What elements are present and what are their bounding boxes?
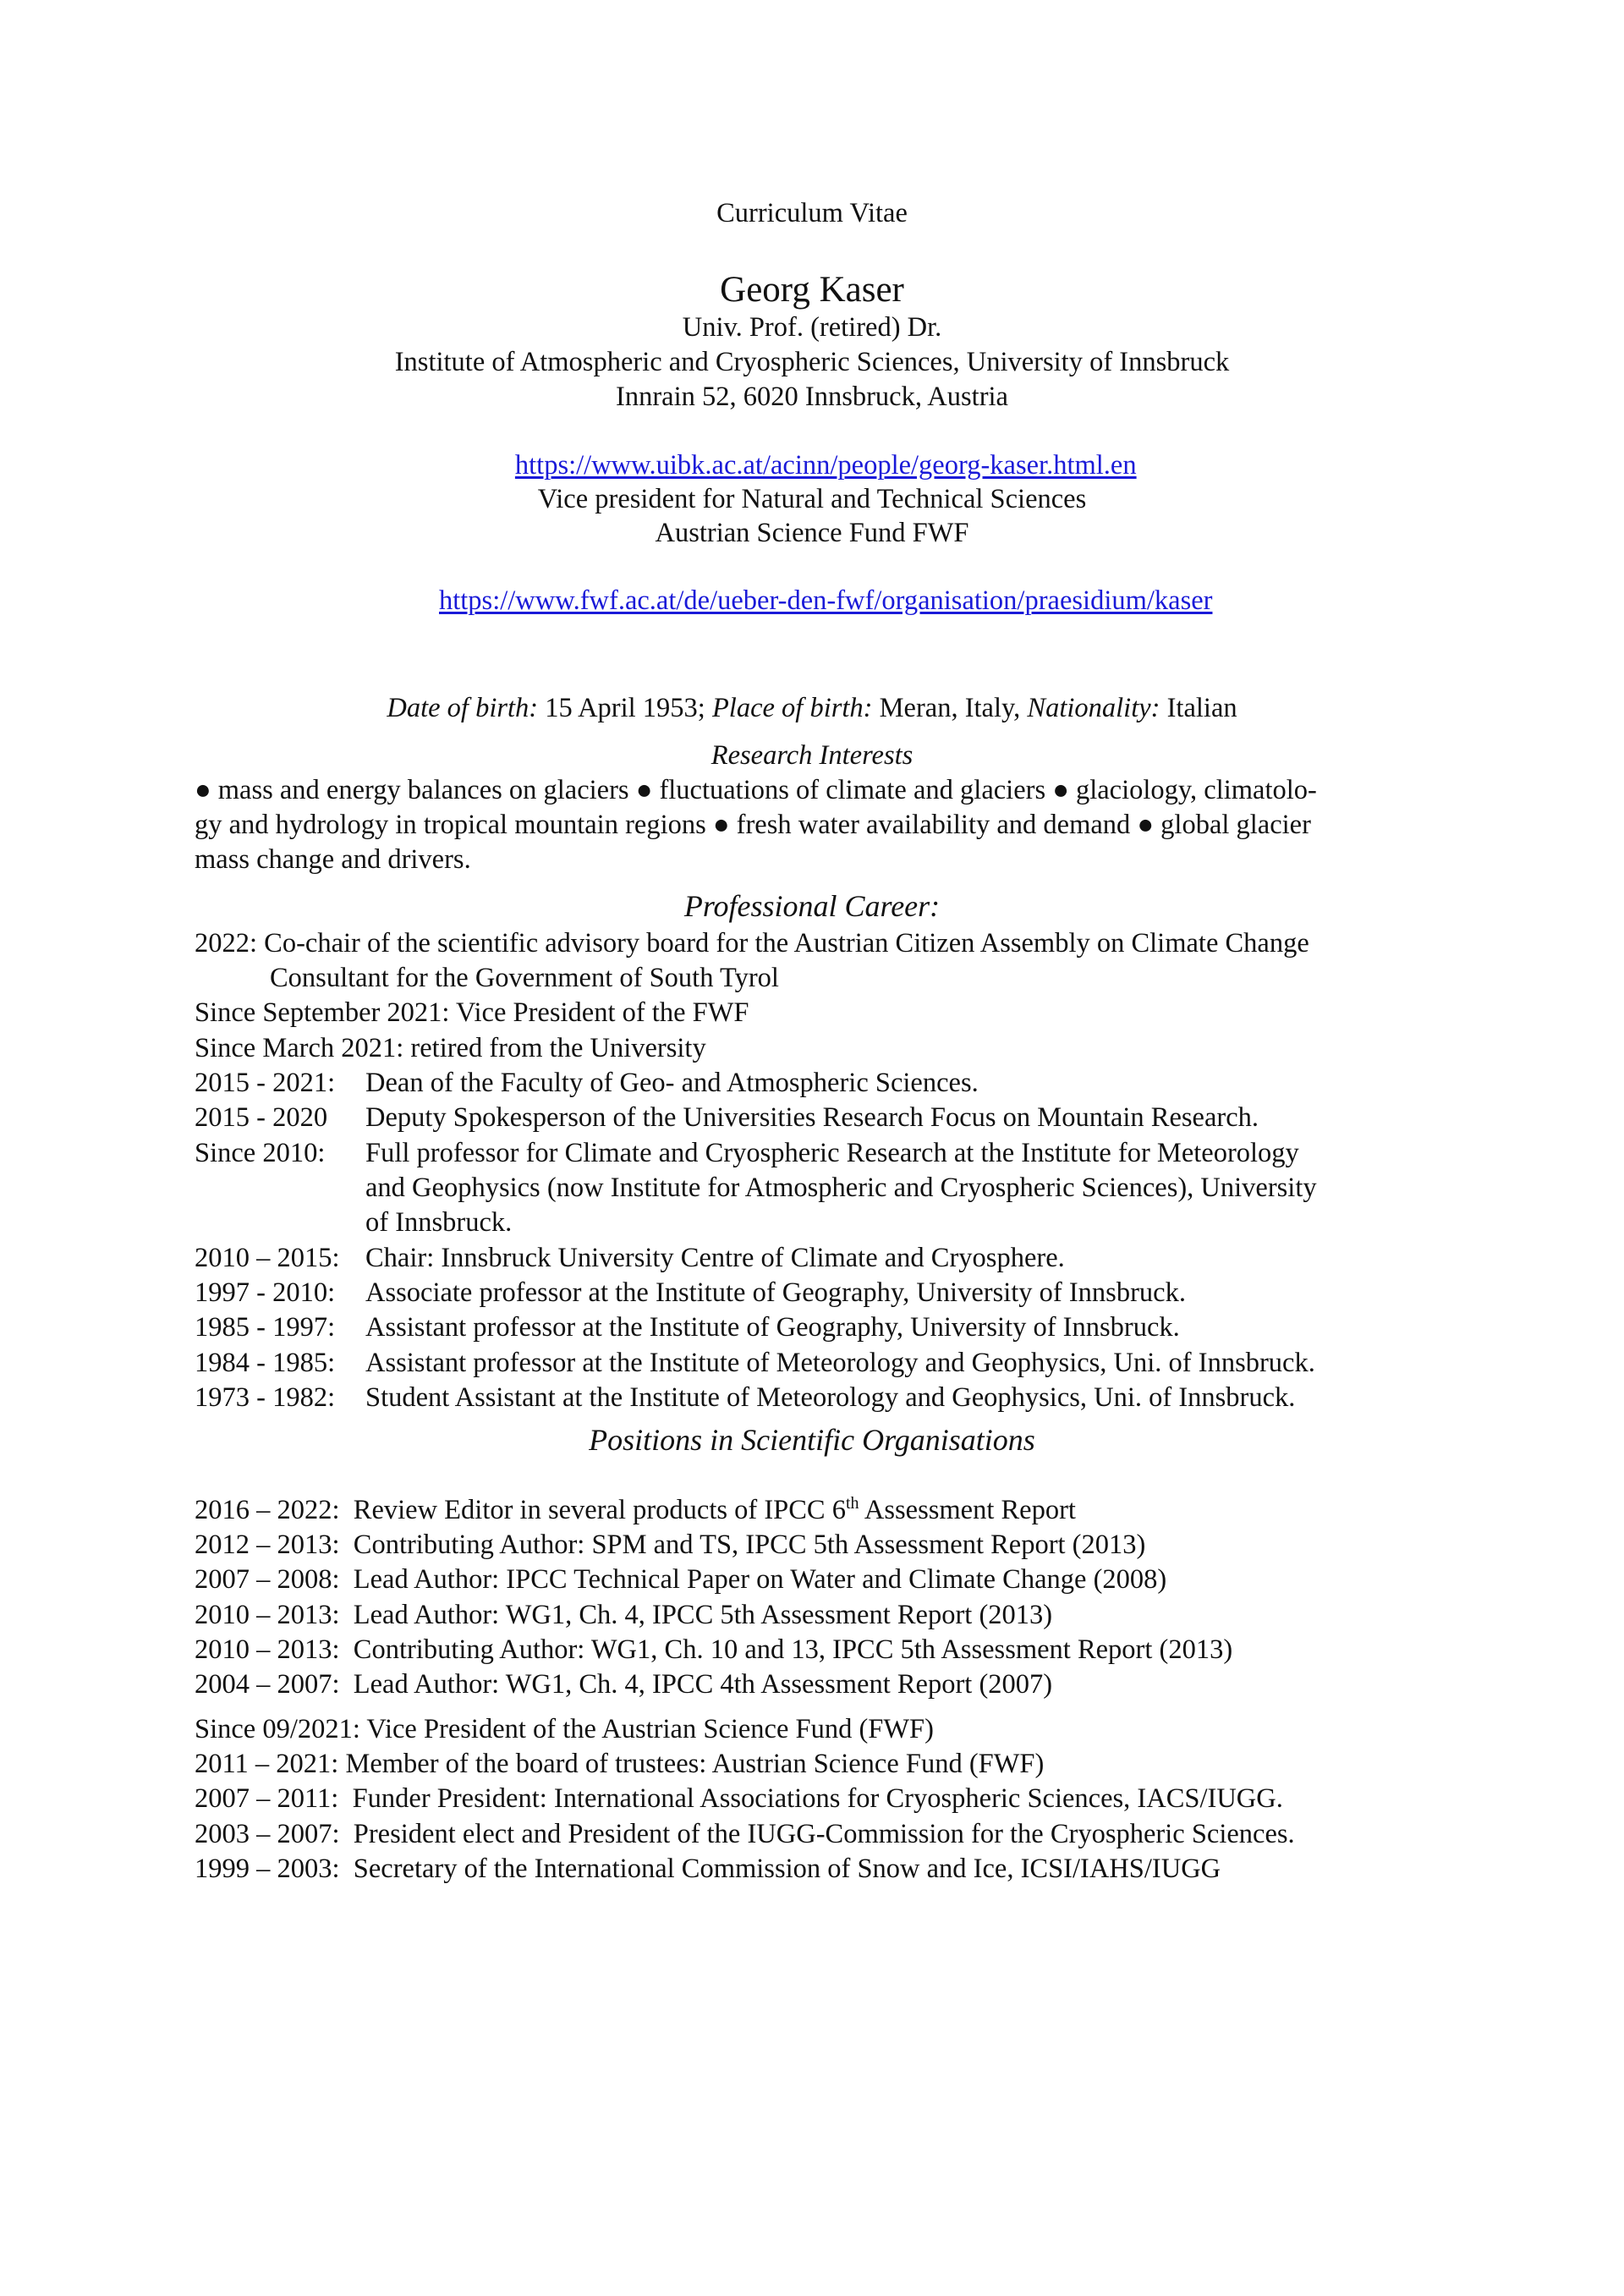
research-interests-line: mass change and drivers. <box>195 844 471 875</box>
ipcc-entry: 2010 – 2013: Lead Author: WG1, Ch. 4, IPCC 5th Assessment Report (2013) <box>195 1600 1053 1630</box>
career-entry <box>195 1241 1463 1275</box>
career-entry: 2022: Co-chair of the scientific advisory board for the Austrian Citizen Assembly on Climate Change <box>195 928 1309 958</box>
ipcc-entry: 2012 – 2013: Contributing Author: SPM and TS, IPCC 5th Assessment Report (2013) <box>195 1530 1146 1560</box>
fwf-profile-link[interactable]: https://www.fwf.ac.at/de/ueber-den-fwf/organisation/praesidium/kaser <box>439 585 1213 616</box>
career-entry <box>195 1381 1463 1414</box>
address-line: Innrain 52, 6020 Innsbruck, Austria <box>616 382 1008 412</box>
career-entry <box>195 1346 1463 1380</box>
organisation-entry: 2011 – 2021: Member of the board of trustees: Austrian Science Fund (FWF) <box>195 1749 1045 1779</box>
ipcc-entry <box>195 1493 1076 1527</box>
career-date: 1985 - 1997: <box>195 1312 336 1343</box>
career-description: Dean of the Faculty of Geo- and Atmospheric Sciences. <box>365 1068 979 1098</box>
research-interests-line: gy and hydrology in tropical mountain regions ● fresh water availability and demand ● global glacier <box>195 810 1311 840</box>
career-entry: Since September 2021: Vice President of the FWF <box>195 997 749 1028</box>
person-name: Georg Kaser <box>720 270 904 310</box>
career-date: 1997 - 2010: <box>195 1277 336 1308</box>
personal-details <box>0 691 1624 725</box>
ipcc-entry-text: Assessment Report <box>859 1495 1076 1525</box>
pob-value: Meran, Italy, <box>872 693 1028 723</box>
dob-label: Date of birth: <box>387 693 539 723</box>
fwf-role-line: Vice president for Natural and Technical Sciences <box>537 484 1087 514</box>
career-description: Assistant professor at the Institute of Geography, University of Innsbruck. <box>365 1312 1180 1343</box>
pob-label: Place of birth: <box>711 693 873 723</box>
career-date: 1973 - 1982: <box>195 1382 336 1413</box>
nationality-value: Italian <box>1160 693 1237 723</box>
career-date: 1984 - 1985: <box>195 1348 336 1378</box>
career-entry <box>195 1276 1463 1310</box>
dob-value: 15 April 1953; <box>538 693 712 723</box>
organisation-entry: 1999 – 2003: Secretary of the International Commission of Snow and Ice, ICSI/IAHS/IUGG <box>195 1854 1221 1884</box>
professional-career-heading: Professional Career: <box>683 889 941 923</box>
ipcc-entry-text: 2016 – 2022: Review Editor in several products of IPCC 6 <box>195 1495 846 1525</box>
ipcc-entry: 2010 – 2013: Contributing Author: WG1, Ch. 10 and 13, IPCC 5th Assessment Report (2013) <box>195 1634 1233 1665</box>
career-entry: Since March 2021: retired from the University <box>195 1033 706 1063</box>
nationality-label: Nationality: <box>1027 693 1160 723</box>
positions-heading: Positions in Scientific Organisations <box>589 1423 1035 1457</box>
career-entry <box>195 1136 1463 1170</box>
career-description: Assistant professor at the Institute of Meteorology and Geophysics, Uni. of Innsbruck. <box>365 1348 1315 1378</box>
career-description: Student Assistant at the Institute of Meteorology and Geophysics, Uni. of Innsbruck. <box>365 1382 1296 1413</box>
career-description: Full professor for Climate and Cryospheric Research at the Institute for Meteorology <box>365 1138 1299 1168</box>
career-description: Chair: Innsbruck University Centre of Climate and Cryosphere. <box>365 1243 1065 1273</box>
career-date: 2015 - 2021: <box>195 1068 336 1098</box>
ipcc-entry: 2004 – 2007: Lead Author: WG1, Ch. 4, IPCC 4th Assessment Report (2007) <box>195 1669 1053 1700</box>
career-description: Deputy Spokesperson of the Universities Research Focus on Mountain Research. <box>365 1102 1259 1133</box>
ipcc-entry: 2007 – 2008: Lead Author: IPCC Technical Paper on Water and Climate Change (2008) <box>195 1564 1167 1595</box>
fwf-profile-link-row <box>0 550 1624 651</box>
research-interests-line: ● mass and energy balances on glaciers ● fluctuations of climate and glaciers ● glaciology, climatolo- <box>195 775 1317 805</box>
career-entry <box>195 1066 1463 1100</box>
career-entry-continuation: Consultant for the Government of South Tyrol <box>270 963 779 993</box>
organisation-entry: Since 09/2021: Vice President of the Austrian Science Fund (FWF) <box>195 1714 934 1744</box>
career-entry <box>195 1310 1463 1344</box>
career-description: and Geophysics (now Institute for Atmospheric and Cryospheric Sciences), University <box>365 1173 1317 1203</box>
career-description: of Innsbruck. <box>365 1207 513 1238</box>
career-date: Since 2010: <box>195 1138 326 1168</box>
superscript-th: th <box>845 1494 859 1513</box>
career-date: 2015 - 2020 <box>195 1102 328 1133</box>
career-description: Associate professor at the Institute of Geography, University of Innsbruck. <box>365 1277 1186 1308</box>
research-interests-heading: Research Interests <box>710 740 914 771</box>
document-title: Curriculum Vitae <box>716 198 908 228</box>
fwf-org-line: Austrian Science Fund FWF <box>655 518 969 548</box>
academic-title: Univ. Prof. (retired) Dr. <box>682 312 942 343</box>
uibk-profile-link[interactable]: https://www.uibk.ac.at/acinn/people/georg-kaser.html.en <box>514 450 1137 481</box>
organisation-entry: 2003 – 2007: President elect and President of the IUGG-Commission for the Cryospheric Sciences. <box>195 1819 1295 1849</box>
institute-line: Institute of Atmospheric and Cryospheric Sciences, University of Innsbruck <box>394 347 1230 377</box>
career-entry <box>195 1101 1463 1134</box>
organisation-entry: 2007 – 2011: Funder President: International Associations for Cryospheric Sciences, IACS/IUGG. <box>195 1783 1283 1814</box>
career-date: 2010 – 2015: <box>195 1243 340 1273</box>
